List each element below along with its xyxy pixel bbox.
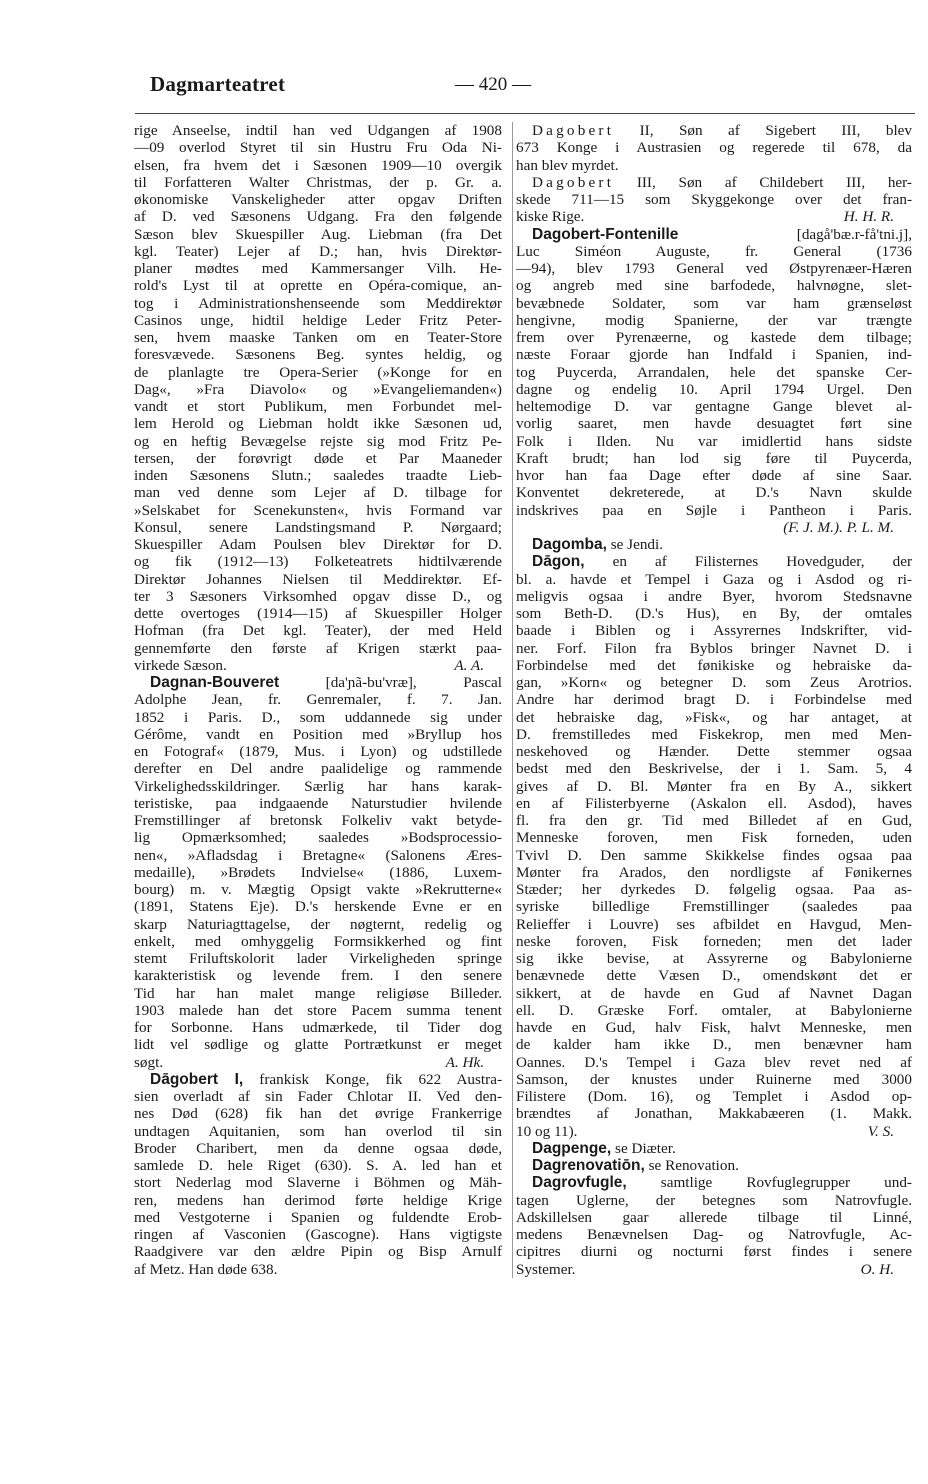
entry-headword-line xyxy=(516,553,912,570)
line-text: rold's Lyst til at oprette en Opéra-comique, an- xyxy=(134,277,502,295)
entry-headword: Dagobert-Fontenille xyxy=(532,225,679,243)
line-text: —09 overlod Styret til sin Hustru Fru Oda Ni- xyxy=(134,139,502,157)
text-line xyxy=(134,812,502,829)
text-line xyxy=(134,467,502,484)
line-text: tog Puycerda, Arrandalen, hele det spanske Cer- xyxy=(516,363,912,381)
line-text: det hebraiske dag, »Fisk«, og har antaget, at xyxy=(516,708,912,726)
line-text: ell. D. Græske Forf. omtaler, at Babylonierne xyxy=(516,1001,912,1019)
line-text: Andre har derimod bragt D. i Forbindelse med xyxy=(516,691,912,709)
line-text: enkelt, med omhyggelig Formsikkerhed og fint xyxy=(134,932,502,950)
text-line xyxy=(134,640,502,657)
text-line xyxy=(516,812,912,829)
line-text: og angreb med sine barfodede, halvnøgne, slet- xyxy=(516,277,912,295)
text-line xyxy=(134,364,502,381)
text-line xyxy=(134,536,502,553)
text-line xyxy=(134,191,502,208)
text-line xyxy=(516,1002,912,1019)
text-line xyxy=(134,726,502,743)
line-text: 1903 malede han det store Pacem summa tenent xyxy=(134,1001,502,1019)
line-text: gennemførte den første af Krigen stærkt paa- xyxy=(134,639,502,657)
text-line xyxy=(516,208,912,225)
text-line xyxy=(516,829,912,846)
line-text: tagen Uglerne, der betegnes som Natrovfugle. xyxy=(516,1191,912,1209)
text-line xyxy=(134,1036,502,1053)
author-signature: H. H. R. xyxy=(843,208,894,226)
text-line xyxy=(516,519,912,536)
text-line xyxy=(134,139,502,156)
line-text: sig ikke bevise, at Assyrerne og Babylonierne xyxy=(516,950,912,967)
line-text: lig Opmærksomhed; saaledes »Bodsprocessio- xyxy=(134,829,502,847)
line-text: —94), blev 1793 General ved Østpyrenæer-Hæren xyxy=(516,260,912,277)
entry-headword: Dagrovfugle, xyxy=(532,1174,627,1192)
line-text: Mønter fra Arados, den nordligste af Fønikernes xyxy=(516,863,912,881)
text-line xyxy=(516,847,912,864)
line-text: skarp Naturiagttagelse, der nøgternt, redelig og xyxy=(134,915,502,933)
line-text: man ved denne som Lejer af D. tilbage for xyxy=(134,484,502,502)
line-text: frankisk Konge, fik 622 Austra- xyxy=(243,1070,502,1088)
line-text: Sæson blev Skuespiller Aug. Liebman (fra Det xyxy=(134,225,502,243)
text-line xyxy=(516,450,912,467)
text-line xyxy=(134,847,502,864)
line-text: cipitres diurni og nocturni først findes i senere xyxy=(516,1243,912,1261)
entry-headword: Dāgon, xyxy=(532,553,585,571)
line-text: ringen af Vasconien (Gascogne). Hans vigtigste xyxy=(134,1226,502,1243)
line-text: neskehoved og Hænder. Dette stemmer ogsaa xyxy=(516,743,912,760)
line-text: lidt vel sødlige og glatte Portrætkunst er meget xyxy=(134,1036,502,1054)
line-text: vorlig saaret, men havde desuagtet ført sine xyxy=(516,415,912,433)
line-text: hengivne, modig Spanierne, der var trængte xyxy=(516,311,912,329)
line-text: undtagen Aquitanien, som han overlod til sin xyxy=(134,1122,502,1140)
line-text: Filistere (Dom. 16), og Templet i Asdod op- xyxy=(516,1088,912,1105)
line-text: syriske billedlige Fremstillinger (saaledes paa xyxy=(516,898,912,916)
text-line xyxy=(516,674,912,691)
line-text: for Sorbonne. Hans udmærkede, til Tider dog xyxy=(134,1019,502,1036)
text-line xyxy=(516,1036,912,1053)
text-line xyxy=(516,502,912,519)
text-line xyxy=(516,415,912,432)
line-text: Stæder; her dyrkedes D. følgelig ogsaa. Paa as- xyxy=(516,881,912,898)
text-line xyxy=(134,398,502,415)
entry-headword-line xyxy=(134,674,502,691)
text-line xyxy=(516,864,912,881)
text-line xyxy=(134,433,502,450)
text-line xyxy=(516,243,912,260)
line-text: III, Søn af Childebert III, her- xyxy=(614,173,912,191)
text-line xyxy=(516,622,912,639)
line-text: 10 og 11). xyxy=(516,1122,578,1140)
entry-headword: Dagpenge, xyxy=(532,1139,612,1157)
line-text: se Diæter. xyxy=(611,1139,676,1157)
text-line xyxy=(134,967,502,984)
text-line xyxy=(134,226,502,243)
text-line xyxy=(516,295,912,312)
text-line xyxy=(516,364,912,381)
line-text: sien overladt af sin Fader Chlotar II. Ved den- xyxy=(134,1088,502,1105)
line-text: til Forfatteren Walter Christmas, der p. Gr. a. xyxy=(134,173,502,191)
text-line xyxy=(134,1243,502,1260)
line-text: søgt. xyxy=(134,1053,164,1071)
text-line xyxy=(516,260,912,277)
line-text: de kalder ham ikke D., men benævner ham xyxy=(516,1036,912,1054)
text-line xyxy=(516,1192,912,1209)
text-line xyxy=(516,709,912,726)
line-text: hvor han faa Dage efter døde af sine Saar. xyxy=(516,467,912,484)
text-line xyxy=(134,795,502,812)
text-line xyxy=(134,484,502,501)
line-text: »Selskabet for Scenekunsten«, hvis Formand var xyxy=(134,501,502,519)
text-line xyxy=(516,1209,912,1226)
text-line xyxy=(134,295,502,312)
text-line xyxy=(134,1209,502,1226)
text-line xyxy=(516,433,912,450)
text-line xyxy=(134,174,502,191)
entry-headword-line xyxy=(516,174,912,191)
text-line xyxy=(516,1088,912,1105)
text-line xyxy=(134,760,502,777)
text-line xyxy=(134,985,502,1002)
text-line xyxy=(134,519,502,536)
text-line xyxy=(516,760,912,777)
line-text: Raadgivere var den ældre Pipin og Bisp Arnulf xyxy=(134,1243,502,1261)
text-line xyxy=(516,1071,912,1088)
entry-headword: Dagomba, xyxy=(532,536,607,553)
text-line xyxy=(134,1002,502,1019)
text-line xyxy=(134,743,502,760)
entry-headword-line xyxy=(516,1140,912,1157)
line-text: neske foroven, Fisk forneden; men det lader xyxy=(516,932,912,950)
line-text: Tvivl D. Den samme Skikkelse findes ogsaa paa xyxy=(516,846,912,864)
line-text: Forbindelse med det fønikiske og hebraiske da- xyxy=(516,656,912,674)
line-text: benævnede dette Væsen D., omendskønt det er xyxy=(516,967,912,985)
text-line xyxy=(134,381,502,398)
line-text: teristiske, paa indgaaende Naturstudier hvilende xyxy=(134,794,502,812)
line-text: Hofman (fra Det kgl. Teater), der med Held xyxy=(134,622,502,640)
line-text: 1852 i Paris. D., som uddannede sig under xyxy=(134,708,502,726)
text-line xyxy=(134,329,502,346)
line-text: Luc Siméon Auguste, fr. General (1736 xyxy=(516,242,912,260)
text-line xyxy=(134,346,502,363)
entry-headword-line xyxy=(516,1174,912,1191)
line-text: sen, hvem maaske Tanken om en Teater-Store xyxy=(134,329,502,346)
line-text: økonomiske Vanskeligheder atter opgav Driften xyxy=(134,191,502,208)
text-line xyxy=(516,1226,912,1243)
header-rule xyxy=(135,113,915,114)
line-text: D. fremstilledes med Fiskekrop, men med Men- xyxy=(516,725,912,743)
line-text: baade i Biblen og i Assyrernes Indskrifter, vid- xyxy=(516,622,912,640)
line-text: Kraft brudt; han lod sig føre til Puycerda, xyxy=(516,449,912,467)
line-text: medens Benævnelsen Dag- og Natrovfugle, Ac- xyxy=(516,1226,912,1243)
line-text: havde en Gud, halv Fisk, halvt Menneske, men xyxy=(516,1019,912,1036)
entry-headword-line xyxy=(516,536,912,553)
line-text: tersen, der forøvrigt døde et Par Maaneder xyxy=(134,449,502,467)
line-text: som Beth-D. (D.'s Hus), en By, der omtales xyxy=(516,605,912,622)
line-text: nes Død (628) fik han det øvrige Frankerrige xyxy=(134,1105,502,1123)
text-line xyxy=(516,157,912,174)
author-signature: (F. J. M.). P. L. M. xyxy=(783,518,894,536)
line-text: elsen, fra hvem det i Sæsonen 1909—10 overgik xyxy=(134,156,502,174)
line-text: Adskillelsen gaar allerede tilbage til Linné, xyxy=(516,1208,912,1226)
line-text: og fik (1912—13) Folketeatrets hidtilværende xyxy=(134,553,502,571)
line-text: heltemodige D. var gentagne Gange blevet al- xyxy=(516,398,912,415)
text-line xyxy=(134,778,502,795)
line-text: kiske Rige. xyxy=(516,208,585,226)
text-line xyxy=(134,709,502,726)
author-signature: A. A. xyxy=(454,656,484,674)
line-text: af Metz. Han døde 638. xyxy=(134,1260,278,1278)
text-line xyxy=(134,916,502,933)
text-line xyxy=(134,950,502,967)
line-text: en af Filisternes Hovedguder, der xyxy=(584,553,912,571)
text-line xyxy=(516,640,912,657)
text-line xyxy=(516,381,912,398)
text-line xyxy=(516,277,912,294)
entry-headword-line xyxy=(516,122,912,139)
line-text: en Fotograf« (1879, Mus. i Lyon) og udstillede xyxy=(134,743,502,760)
text-line xyxy=(516,329,912,346)
line-text: Tid har han malet mange religiøse Billeder. xyxy=(134,984,502,1002)
text-line xyxy=(134,1261,502,1278)
line-text: af D. ved Sæsonens Udgang. Fra den følgende xyxy=(134,208,502,226)
entry-headword-line xyxy=(134,1071,502,1088)
text-line xyxy=(134,260,502,277)
line-text: Menneske foroven, men Fisk forneden, uden xyxy=(516,829,912,847)
line-text: (1891, Statens Eje). D.'s herskende Evne er en xyxy=(134,898,502,916)
line-text: stemt Friluftskolorit lader Virkeligheden springe xyxy=(134,950,502,967)
text-line xyxy=(516,967,912,984)
line-text: Folk i Ilden. Nu var imidlertid hans sidste xyxy=(516,432,912,450)
running-head: Dagmarteatret xyxy=(150,72,286,96)
author-signature: O. H. xyxy=(860,1260,894,1278)
line-text: bedst med den Beskrivelse, der i 1. Sam. 5, 4 xyxy=(516,760,912,778)
text-line xyxy=(516,795,912,812)
entry-headword-line xyxy=(516,1157,912,1174)
text-line xyxy=(516,139,912,156)
text-line xyxy=(516,985,912,1002)
text-line xyxy=(516,950,912,967)
line-text: frem over Pyrenæerne, og kastede dem tilbage; xyxy=(516,329,912,346)
text-line xyxy=(134,1054,502,1071)
line-text: næste Foraar gjorde han Indfald i Spanien, ind- xyxy=(516,346,912,364)
line-text: 673 Konge i Austrasien og regerede til 678, da xyxy=(516,139,912,157)
line-text: samtlige Rovfuglegrupper und- xyxy=(626,1174,912,1192)
text-line xyxy=(134,571,502,588)
entry-spaced-name: Dagobert xyxy=(532,122,615,139)
line-text: se Jendi. xyxy=(606,536,664,553)
text-line xyxy=(516,484,912,501)
line-text: lem Herold og Liebman holdt ikke Sæsonen ud, xyxy=(134,415,502,433)
entry-headword: Dagrenovatiōn, xyxy=(532,1157,645,1174)
text-line xyxy=(134,415,502,432)
line-text: [da'ɲã-bu'vræ], Pascal xyxy=(279,674,502,691)
text-line xyxy=(516,1019,912,1036)
text-line xyxy=(134,1088,502,1105)
text-line xyxy=(516,605,912,622)
line-text: Adolphe Jean, fr. Genremaler, f. 7. Jan. xyxy=(134,691,502,709)
line-text: planer mødtes med Kammersanger Vilh. He- xyxy=(134,260,502,277)
text-line xyxy=(134,277,502,294)
line-text: kgl. Teater) Lejer af D.; han, hvis Direktør- xyxy=(134,242,502,260)
text-line xyxy=(134,1105,502,1122)
text-line xyxy=(134,1123,502,1140)
line-text: en af Filisterbyerne (Askalon ell. Asdod), haves xyxy=(516,794,912,812)
line-text: fl. fra den gr. Tid med Billedet af en Gud, xyxy=(516,812,912,829)
line-text: dagne og endelig 10. April 1794 Urgel. Den xyxy=(516,380,912,398)
text-line xyxy=(516,743,912,760)
text-line xyxy=(516,778,912,795)
text-line xyxy=(516,898,912,915)
text-line xyxy=(516,916,912,933)
line-text: og en heftig Bevægelse rejste sig mod Fritz Pe- xyxy=(134,432,502,450)
line-text: II, Søn af Sigebert III, blev xyxy=(614,122,912,139)
line-text: de planlagte tre Opera-Serier (»Konge for en xyxy=(134,363,502,381)
text-line xyxy=(134,502,502,519)
right-column xyxy=(512,122,912,1278)
text-line xyxy=(516,881,912,898)
text-line xyxy=(134,312,502,329)
text-line xyxy=(134,829,502,846)
text-line xyxy=(516,588,912,605)
line-text: Casinos unge, hidtil heldige Leder Fritz Peter- xyxy=(134,311,502,329)
line-text: ter 3 Sæsoners Virksomhed opgav disse D., og xyxy=(134,587,502,605)
text-line xyxy=(134,208,502,225)
line-text: meligvis ogsaa i andre Byer, hvorom Stedsnavne xyxy=(516,587,912,605)
line-text: ner. Forf. Filon fra Byblos bringer Navnet D. i xyxy=(516,639,912,657)
line-text: bourg) m. v. Mægtig Opsigt vakte »Rekrutterne« xyxy=(134,881,502,898)
text-line xyxy=(134,1019,502,1036)
text-line xyxy=(134,933,502,950)
line-text: han blev myrdet. xyxy=(516,156,619,174)
line-text: virkede Sæson. xyxy=(134,656,227,674)
line-text: Broder Charibert, men da denne ogsaa døde, xyxy=(134,1139,502,1157)
text-line xyxy=(134,1226,502,1243)
text-line xyxy=(134,1140,502,1157)
entry-spaced-name: Dagobert xyxy=(532,173,615,191)
line-text: Konsul, senere Landstingsmand P. Nørgaard; xyxy=(134,518,502,536)
line-text: gives af D. Bl. Mønter fra en By A., sikkert xyxy=(516,777,912,795)
line-text: indskrives paa en Søjle i Pantheon i Paris. xyxy=(516,501,912,519)
text-line xyxy=(134,122,502,139)
text-line xyxy=(516,467,912,484)
text-line xyxy=(134,605,502,622)
line-text: med Vestgoterne i Spanien og fuldendte Erob- xyxy=(134,1208,502,1226)
line-text: medaille), »Brødets Indvielse« (1886, Luxem- xyxy=(134,863,502,881)
text-line xyxy=(516,312,912,329)
line-text: samlede D. hele Riget (630). S. A. led han et xyxy=(134,1157,502,1174)
text-line xyxy=(516,691,912,708)
line-text: Direktør Johannes Nielsen til Meddirektør. Ef- xyxy=(134,570,502,588)
text-line xyxy=(516,1243,912,1260)
text-line xyxy=(134,1192,502,1209)
text-line xyxy=(134,691,502,708)
text-line xyxy=(516,726,912,743)
text-line xyxy=(134,588,502,605)
line-text: Dag«, »Fra Diavolo« og »Evangeliemanden«) xyxy=(134,380,502,398)
entry-headword: Dāgobert I, xyxy=(150,1070,244,1088)
left-column xyxy=(134,122,502,1278)
line-text: bevæbnede Soldater, som var ham grænseløst xyxy=(516,294,912,312)
line-text: Relieffer i Louvre) ses afbildet en Havgud, Men- xyxy=(516,915,912,933)
line-text: [dagå'bæ.r-få'tni.j], xyxy=(678,225,912,243)
text-line xyxy=(134,622,502,639)
text-line xyxy=(516,1054,912,1071)
text-line xyxy=(134,157,502,174)
text-line xyxy=(516,1123,912,1140)
entry-headword-line xyxy=(516,226,912,243)
text-line xyxy=(134,864,502,881)
line-text: se Renovation. xyxy=(644,1157,739,1174)
author-signature: A. Hk. xyxy=(445,1053,484,1071)
line-text: Fremstillinger af bretonsk Folkeliv vakt betyde- xyxy=(134,812,502,829)
line-text: vandt et stort Publikum, men Forbundet mel- xyxy=(134,398,502,415)
line-text: brændtes af Jonathan, Makkabæeren (1. Makk. xyxy=(516,1105,912,1123)
line-text: Systemer. xyxy=(516,1260,576,1278)
line-text: Konventet dekreterede, at D.'s Navn skulde xyxy=(516,484,912,502)
text-line xyxy=(516,933,912,950)
text-line xyxy=(134,243,502,260)
line-text: Skuespiller Adam Poulsen blev Direktør for D. xyxy=(134,536,502,553)
line-text: tog i Administrationshenseende som Meddirektør xyxy=(134,294,502,312)
text-line xyxy=(134,553,502,570)
line-text: Samson, der knustes under Ruinerne med 3000 xyxy=(516,1070,912,1088)
line-text: Virkelighedsskildringer. Særlig har hans karak- xyxy=(134,777,502,795)
line-text: nen«, »Afladsdag i Bretagne« (Salonens Æres- xyxy=(134,846,502,864)
line-text: sikkert, at de havde en Gud af Navnet Dagan xyxy=(516,984,912,1002)
line-text: ren, medens han derimod førte heldige Krige xyxy=(134,1191,502,1209)
line-text: dette overtoges (1914—15) af Skuespiller Holger xyxy=(134,605,502,622)
text-line xyxy=(516,1105,912,1122)
text-line xyxy=(516,398,912,415)
line-text: Oannes. D.'s Tempel i Gaza blev revet ned af xyxy=(516,1053,912,1071)
line-text: inden Sæsonens Slutn.; saaledes traadte Lieb- xyxy=(134,467,502,484)
text-line xyxy=(134,657,502,674)
text-line xyxy=(134,881,502,898)
line-text: gan, »Korn« og betegner D. som Zeus Arotrios. xyxy=(516,674,912,691)
line-text: rige Anseelse, indtil han ved Udgangen af 1908 xyxy=(134,122,502,139)
text-line xyxy=(134,898,502,915)
line-text: derefter en Del andre paalidelige og rammende xyxy=(134,760,502,778)
line-text: foresvævede. Sæsonens Beg. syntes heldig, og xyxy=(134,346,502,364)
text-line xyxy=(134,1174,502,1191)
page-header xyxy=(150,72,910,102)
line-text: bl. a. havde et Tempel i Gaza og i Asdod og ri- xyxy=(516,570,912,588)
line-text: Gérôme, vandt en Position med »Bryllup hos xyxy=(134,725,502,743)
line-text: karakteristisk og levende frem. I den senere xyxy=(134,967,502,985)
author-signature: V. S. xyxy=(867,1122,894,1140)
text-line xyxy=(516,657,912,674)
text-line xyxy=(516,346,912,363)
line-text: skede 711—15 som Skyggekonge over det fran- xyxy=(516,191,912,208)
text-line xyxy=(516,1261,912,1278)
entry-headword: Dagnan-Bouveret xyxy=(150,674,280,691)
text-line xyxy=(516,191,912,208)
line-text: stort Nederlag mod Slaverne i Böhmen og Mäh- xyxy=(134,1174,502,1192)
text-line xyxy=(134,450,502,467)
text-line xyxy=(134,1157,502,1174)
page-number: — 420 — xyxy=(455,74,531,95)
text-line xyxy=(516,571,912,588)
